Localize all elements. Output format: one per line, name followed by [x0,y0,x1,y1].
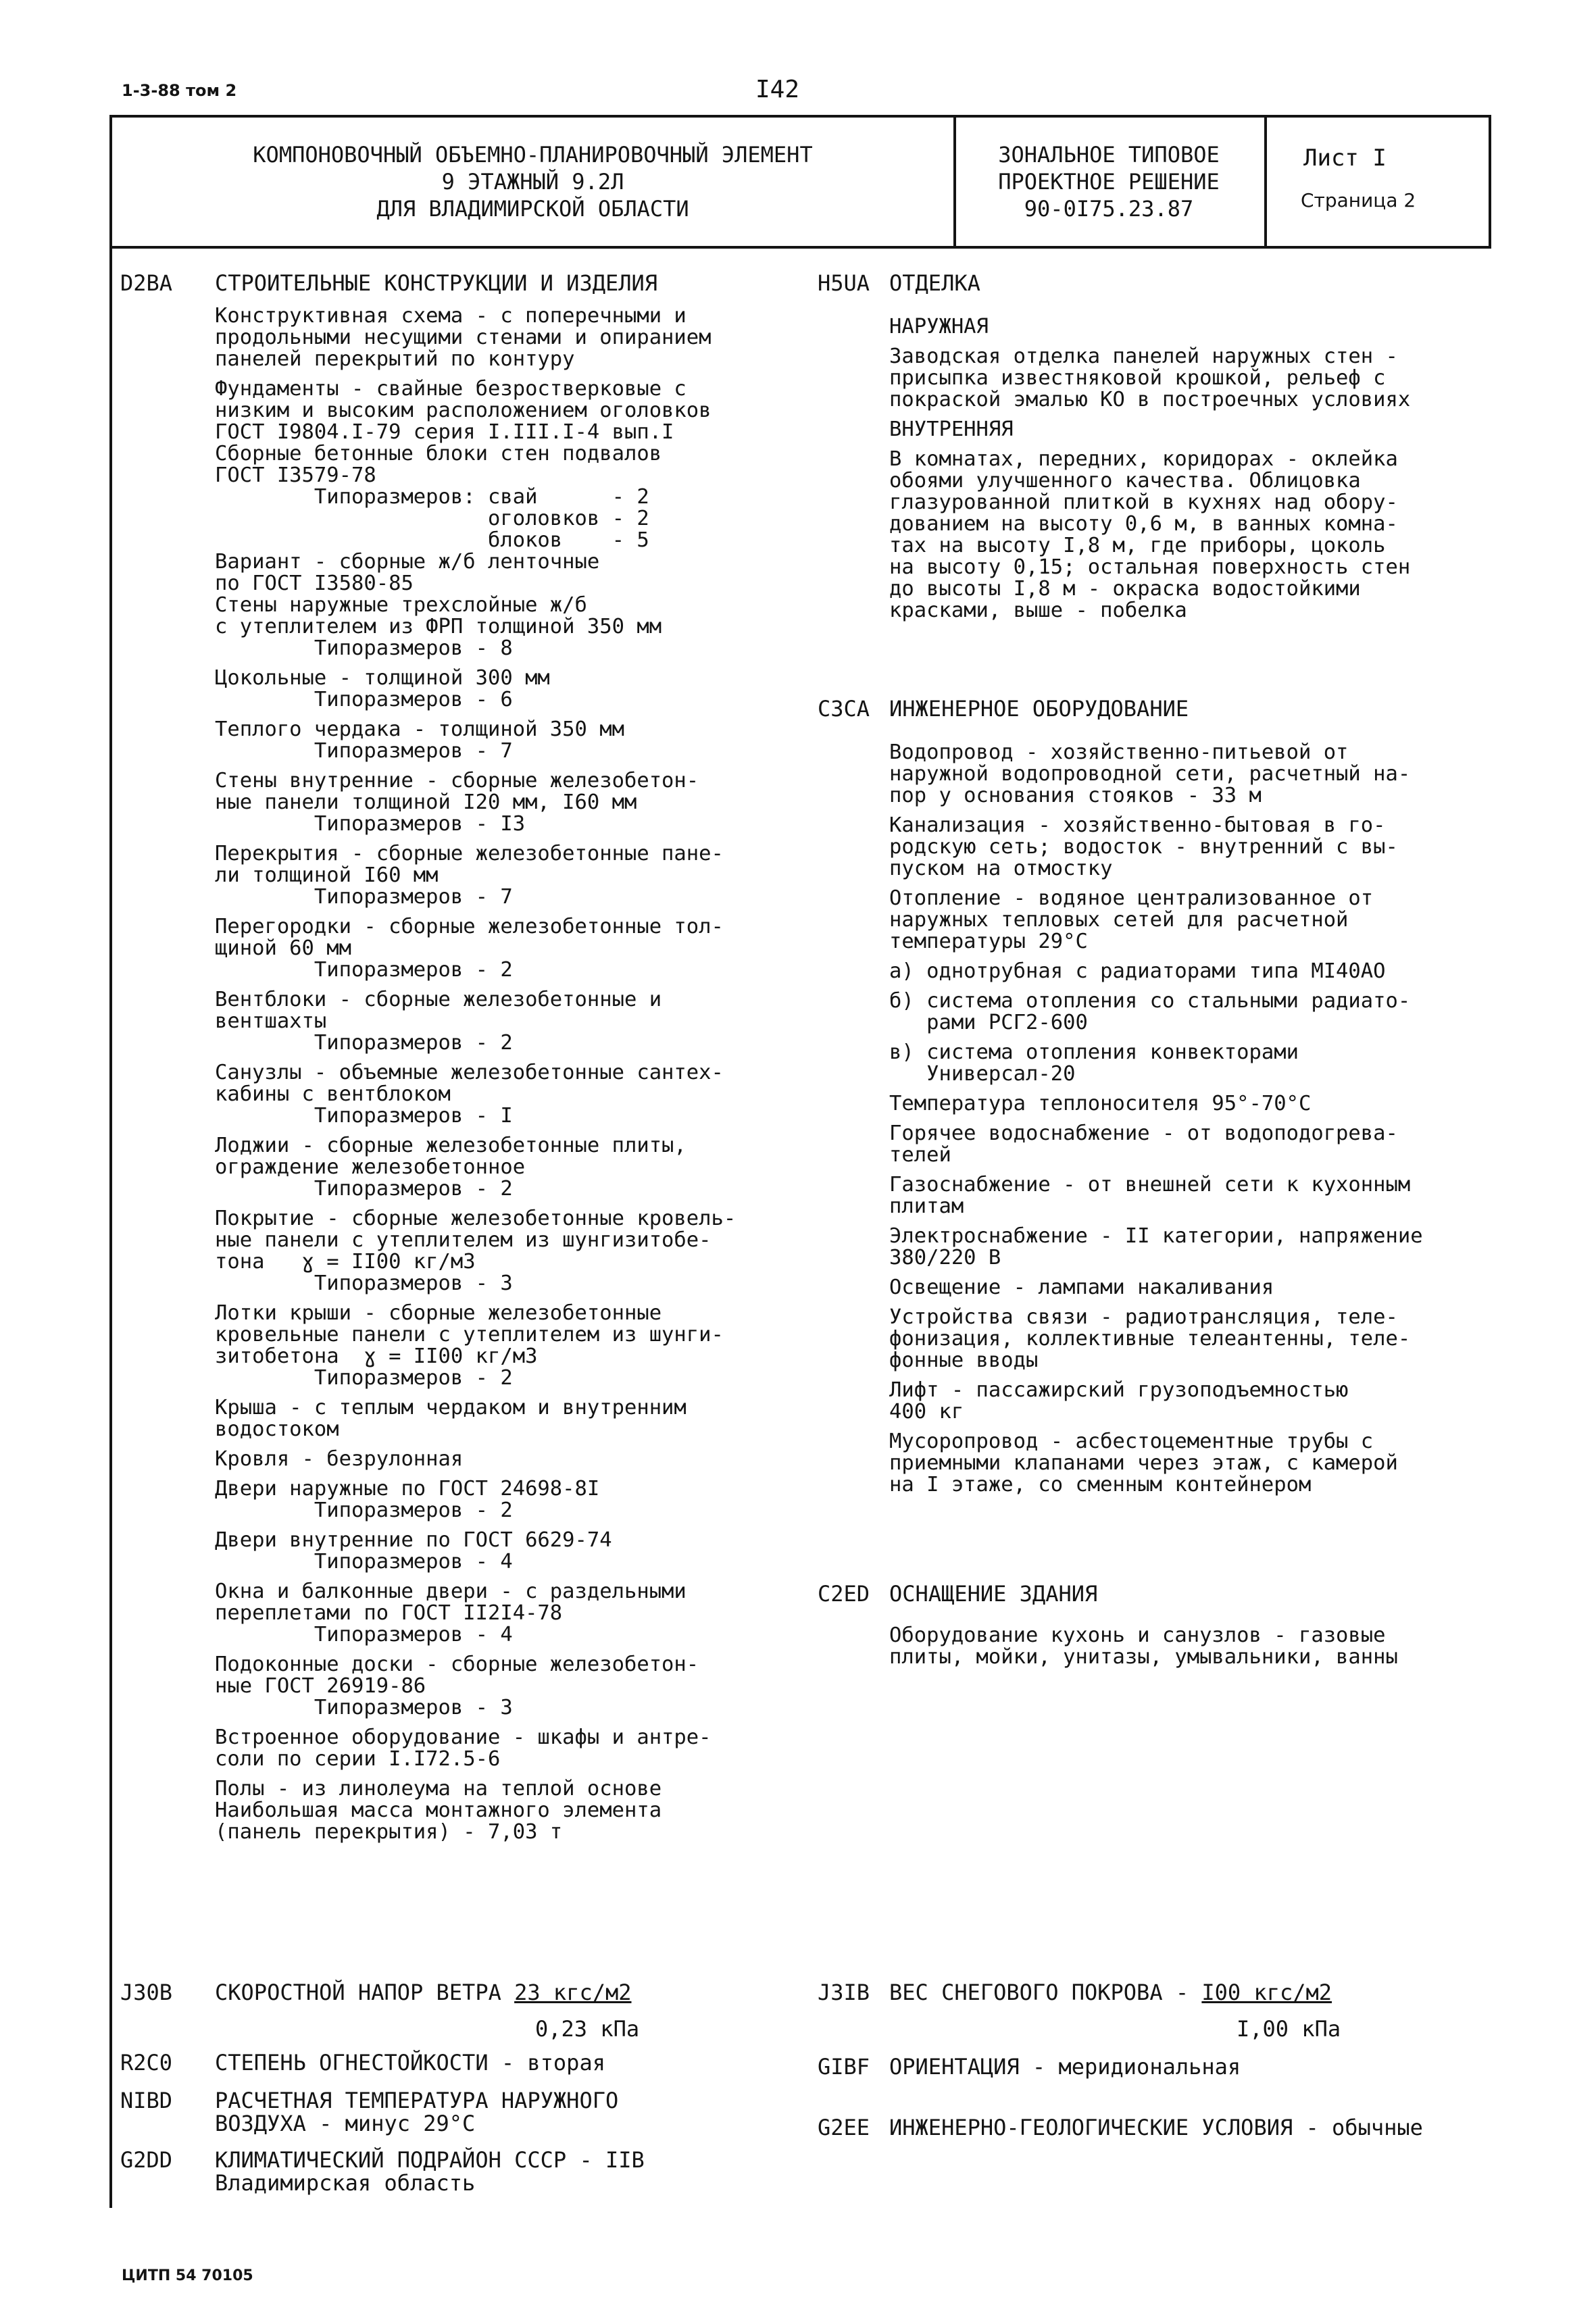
text-line: Теплого чердака - толщиной 350 мм [215,718,624,741]
text-line: покраской эмалью КО в построечных условиях [889,388,1411,411]
text-line: (панель перекрытия) - 7,03 т [215,1820,563,1844]
text-line: Водопровод - хозяйственно-питьевой от [889,740,1349,764]
outdoor-temperature: РАСЧЕТНАЯ ТЕМПЕРАТУРА НАРУЖНОГО [215,2088,619,2113]
solution-cell [953,118,1267,246]
text-line: Газоснабжение - от внешней сети к кухонным [889,1173,1411,1197]
left-border [109,249,112,2208]
title-line: 9 ЭТАЖНЫЙ 9.2Л [441,169,624,195]
solution-line: ЗОНАЛЬНОЕ ТИПОВОЕ [998,142,1220,168]
text-line: Наибольшая масса монтажного элемента [215,1799,662,1822]
text-line: Перекрытия - сборные железобетонные пане- [215,842,724,865]
volume-label: 1-3-88 том 2 [122,81,237,100]
text-line: телей [889,1143,951,1167]
text-line: ли толщиной I60 мм [215,863,439,887]
text-line: продольными несущими стенами и опиранием [215,326,712,349]
snow-load-kpa: I,00 кПа [1237,2016,1341,2042]
text-line: оголовков - 2 [215,507,649,530]
text-line: по ГОСТ I3580-85 [215,572,414,595]
text-line: Типоразмеров - 8 [215,636,513,660]
text-line: Типоразмеров - 3 [215,1272,513,1295]
text-line: панелей перекрытий по контуру [215,347,575,371]
text-line: тах на высоту I,8 м, где приборы, цоколь [889,534,1386,557]
text-line: до высоты I,8 м - окраска водостойкими [889,577,1361,601]
text-line: соли по серии I.I72.5-6 [215,1747,501,1771]
text-line: Типоразмеров - 4 [215,1550,513,1574]
text-line: кабины с вентблоком [215,1082,451,1106]
engineering-text [889,742,1423,1496]
text-line: Типоразмеров - 7 [215,885,513,909]
text-line: наружных тепловых сетей для расчетной [889,908,1349,932]
text-line: водостоком [215,1417,339,1441]
param-code: G2DD [120,2147,173,2173]
text-line: в) система отопления конвекторами [889,1040,1299,1064]
text-line: ограждение железобетонное [215,1155,526,1179]
text-line: приемными клапанами через этаж, с камерой [889,1451,1398,1475]
text-line: Типоразмеров: свай - 2 [215,485,649,509]
sheet-cell [1267,118,1489,246]
fire-resistance: СТЕПЕНЬ ОГНЕСТОЙКОСТИ - вторая [215,2050,605,2076]
text-line: Крыша - с теплым чердаком и внутренним [215,1396,687,1419]
text-line: Вентблоки - сборные железобетонные и [215,988,662,1011]
text-line: ВНУТРЕННЯЯ [889,418,1014,441]
text-line: Лоджии - сборные железобетонные плиты, [215,1134,687,1157]
text-line: Фундаменты - свайные безростверковые с [215,377,687,401]
text-line: зитобетона ɣ = II00 кг/м3 [215,1344,538,1368]
param-code: G2EE [818,2115,870,2140]
geological-conditions: ИНЖЕНЕРНО-ГЕОЛОГИЧЕСКИЕ УСЛОВИЯ - обычные [889,2115,1423,2140]
text-line: Отопление - водяное централизованное от [889,886,1374,910]
text-line: Покрытие - сборные железобетонные кровель- [215,1207,737,1230]
text-line: Окна и балконные двери - с раздельными [215,1580,687,1603]
page-number: I42 [755,76,800,103]
text-line: Мусоропровод - асбестоцементные трубы с [889,1430,1374,1453]
text-line: глазурованной плиткой в кухнях над обору- [889,491,1398,514]
text-line: а) однотрубная с радиаторами типа МI40АО [889,959,1386,983]
orientation: ОРИЕНТАЦИЯ - меридиональная [889,2054,1241,2080]
text-line: Типоразмеров - 2 [215,1177,513,1201]
text-line: Двери наружные по ГОСТ 24698-8I [215,1477,600,1501]
region-name: Владимирская область [215,2170,476,2196]
param-code: GIBF [818,2054,870,2080]
text-line: тона ɣ = II00 кг/м3 [215,1250,476,1274]
title-cell [112,118,956,246]
text-line: В комнатах, передних, коридорах - оклейка [889,447,1398,471]
text-line: Типоразмеров - 2 [215,1366,513,1390]
text-line: наружной водопроводной сети, расчетный на- [889,762,1411,786]
text-line: рами РСГ2-600 [889,1011,1088,1034]
text-line: кровельные панели с утеплителем из шунги- [215,1323,724,1347]
text-line: присыпка известняковой крошкой, рельеф с [889,366,1386,390]
sheet-label: Лист I [1303,145,1387,172]
text-line: Встроенное оборудование - шкафы и антре- [215,1726,712,1749]
text-line: ГОСТ I3579-78 [215,463,376,487]
text-line: Вариант - сборные ж/б ленточные [215,550,600,574]
text-line: фонизация, коллективные телеантенны, теле- [889,1327,1411,1351]
section-heading: ОСНАЩЕНИЕ ЗДАНИЯ [889,1581,1098,1607]
text-line: ные панели толщиной I20 мм, I60 мм [215,790,637,814]
title-line: КОМПОНОВОЧНЫЙ ОБЪЕМНО-ПЛАНИРОВОЧНЫЙ ЭЛЕМЕНТ [253,142,813,168]
wind-pressure: СКОРОСТНОЙ НАПОР ВЕТРА 23 кгс/м2 [215,1980,632,2005]
text-line: Температура теплоносителя 95°-70°С [889,1092,1312,1115]
text-line: Заводская отделка панелей наружных стен - [889,345,1398,368]
text-line: Освещение - лампами накаливания [889,1276,1274,1299]
text-line: 400 кг [889,1400,964,1424]
text-line: Универсал-20 [889,1062,1076,1086]
text-line: Санузлы - объемные железобетонные сантех- [215,1061,724,1084]
footer-code: ЦИТП 54 70105 [122,2267,253,2284]
text-line: Электроснабжение - II категории, напряжение [889,1224,1423,1248]
solution-number: 90-0I75.23.87 [1024,196,1194,222]
text-line: Типоразмеров - I3 [215,812,526,836]
text-line: красками, выше - побелка [889,599,1187,622]
section-code: C3CA [818,696,870,722]
text-line: Типоразмеров - 2 [215,1499,513,1522]
text-line: фонные вводы [889,1349,1039,1372]
text-line: Горячее водоснабжение - от водоподогрева- [889,1122,1398,1145]
section-code: H5UA [818,270,870,296]
climate-subregion: КЛИМАТИЧЕСКИЙ ПОДРАЙОН СССР - IIВ [215,2147,645,2173]
section-code: C2ED [818,1581,870,1607]
text-line: Лифт - пассажирский грузоподъемностью [889,1378,1349,1402]
text-line: Типоразмеров - 2 [215,958,513,982]
text-line: низким и высоким расположением оголовков [215,399,712,422]
text-line: обоями улучшенного качества. Облицовка [889,469,1361,493]
text-line: НАРУЖНАЯ [889,315,989,338]
construction-text [215,305,736,1843]
text-line: пор у основания стояков - 33 м [889,784,1262,807]
outdoor-temperature-value: ВОЗДУХА - минус 29°С [215,2111,476,2136]
text-line: Перегородки - сборные железобетонные тол- [215,915,724,938]
text-line: ные ГОСТ 26919-86 [215,1674,426,1698]
text-line: на I этаже, со сменным контейнером [889,1473,1312,1496]
text-line: Цокольные - толщиной 300 мм [215,666,550,690]
param-code: J30B [120,1980,173,2005]
equipment-text [889,1625,1398,1668]
text-line: родскую сеть; водосток - внутренний с вы- [889,835,1398,859]
text-line: температуры 29°С [889,930,1088,953]
solution-line: ПРОЕКТНОЕ РЕШЕНИЕ [998,169,1220,195]
snow-load: ВЕС СНЕГОВОГО ПОКРОВА - I00 кгс/м2 [889,1980,1332,2005]
text-line: Типоразмеров - 4 [215,1623,513,1646]
param-code: R2C0 [120,2050,173,2076]
text-line: Типоразмеров - I [215,1104,513,1128]
text-line: Подоконные доски - сборные железобетон- [215,1653,699,1676]
text-line: Типоразмеров - 3 [215,1696,513,1719]
page-label: Страница 2 [1301,189,1416,211]
text-line: Типоразмеров - 7 [215,739,513,763]
param-code: J3IB [818,1980,870,2005]
text-line: Полы - из линолеума на теплой основе [215,1777,662,1801]
section-heading: ИНЖЕНЕРНОЕ ОБОРУДОВАНИЕ [889,696,1189,722]
text-line: Кровля - безрулонная [215,1447,464,1471]
text-line: на высоту 0,15; остальная поверхность стен [889,555,1411,579]
text-line: Типоразмеров - 6 [215,688,513,711]
text-line: Конструктивная схема - с поперечными и [215,304,687,328]
text-line: щиной 60 мм [215,936,351,960]
text-line: Лотки крыши - сборные железобетонные [215,1301,662,1325]
text-line: плитам [889,1194,964,1218]
title-line: ДЛЯ ВЛАДИМИРСКОЙ ОБЛАСТИ [376,196,689,222]
section-heading: СТРОИТЕЛЬНЫЕ КОНСТРУКЦИИ И ИЗДЕЛИЯ [215,270,658,296]
text-line: Сборные бетонные блоки стен подвалов [215,442,662,466]
param-code: NIBD [120,2088,173,2113]
finishing-text [889,316,1410,622]
text-line: Стены внутренние - сборные железобетон- [215,769,699,793]
text-line: с утеплителем из ФРП толщиной 350 мм [215,615,662,638]
section-heading: ОТДЕЛКА [889,270,980,296]
text-line: ные панели с утеплителем из шунгизитобе- [215,1228,712,1252]
section-code: D2BA [120,270,173,296]
text-line: 380/220 В [889,1246,1001,1269]
text-line: ГОСТ I9804.I-79 серия I.III.I-4 вып.I [215,420,674,444]
text-line: блоков - 5 [215,528,649,552]
wind-pressure-kpa: 0,23 кПа [535,2016,640,2042]
text-line: Канализация - хозяйственно-бытовая в го- [889,813,1386,837]
text-line: плиты, мойки, унитазы, умывальники, ванны [889,1645,1398,1669]
text-line: Стены наружные трехслойные ж/б [215,593,587,617]
text-line: Типоразмеров - 2 [215,1031,513,1055]
text-line: б) система отопления со стальными радиато- [889,989,1411,1013]
text-line: пуском на отмостку [889,857,1113,880]
title-block [109,115,1491,249]
text-line: Оборудование кухонь и санузлов - газовые [889,1624,1386,1647]
text-line: вентшахты [215,1009,327,1033]
text-line: переплетами по ГОСТ II2I4-78 [215,1601,563,1625]
text-line: Устройства связи - радиотрансляция, теле- [889,1305,1398,1329]
text-line: Двери внутренние по ГОСТ 6629-74 [215,1528,612,1552]
text-line: дованием на высоту 0,6 м, в ванных комна- [889,512,1398,536]
